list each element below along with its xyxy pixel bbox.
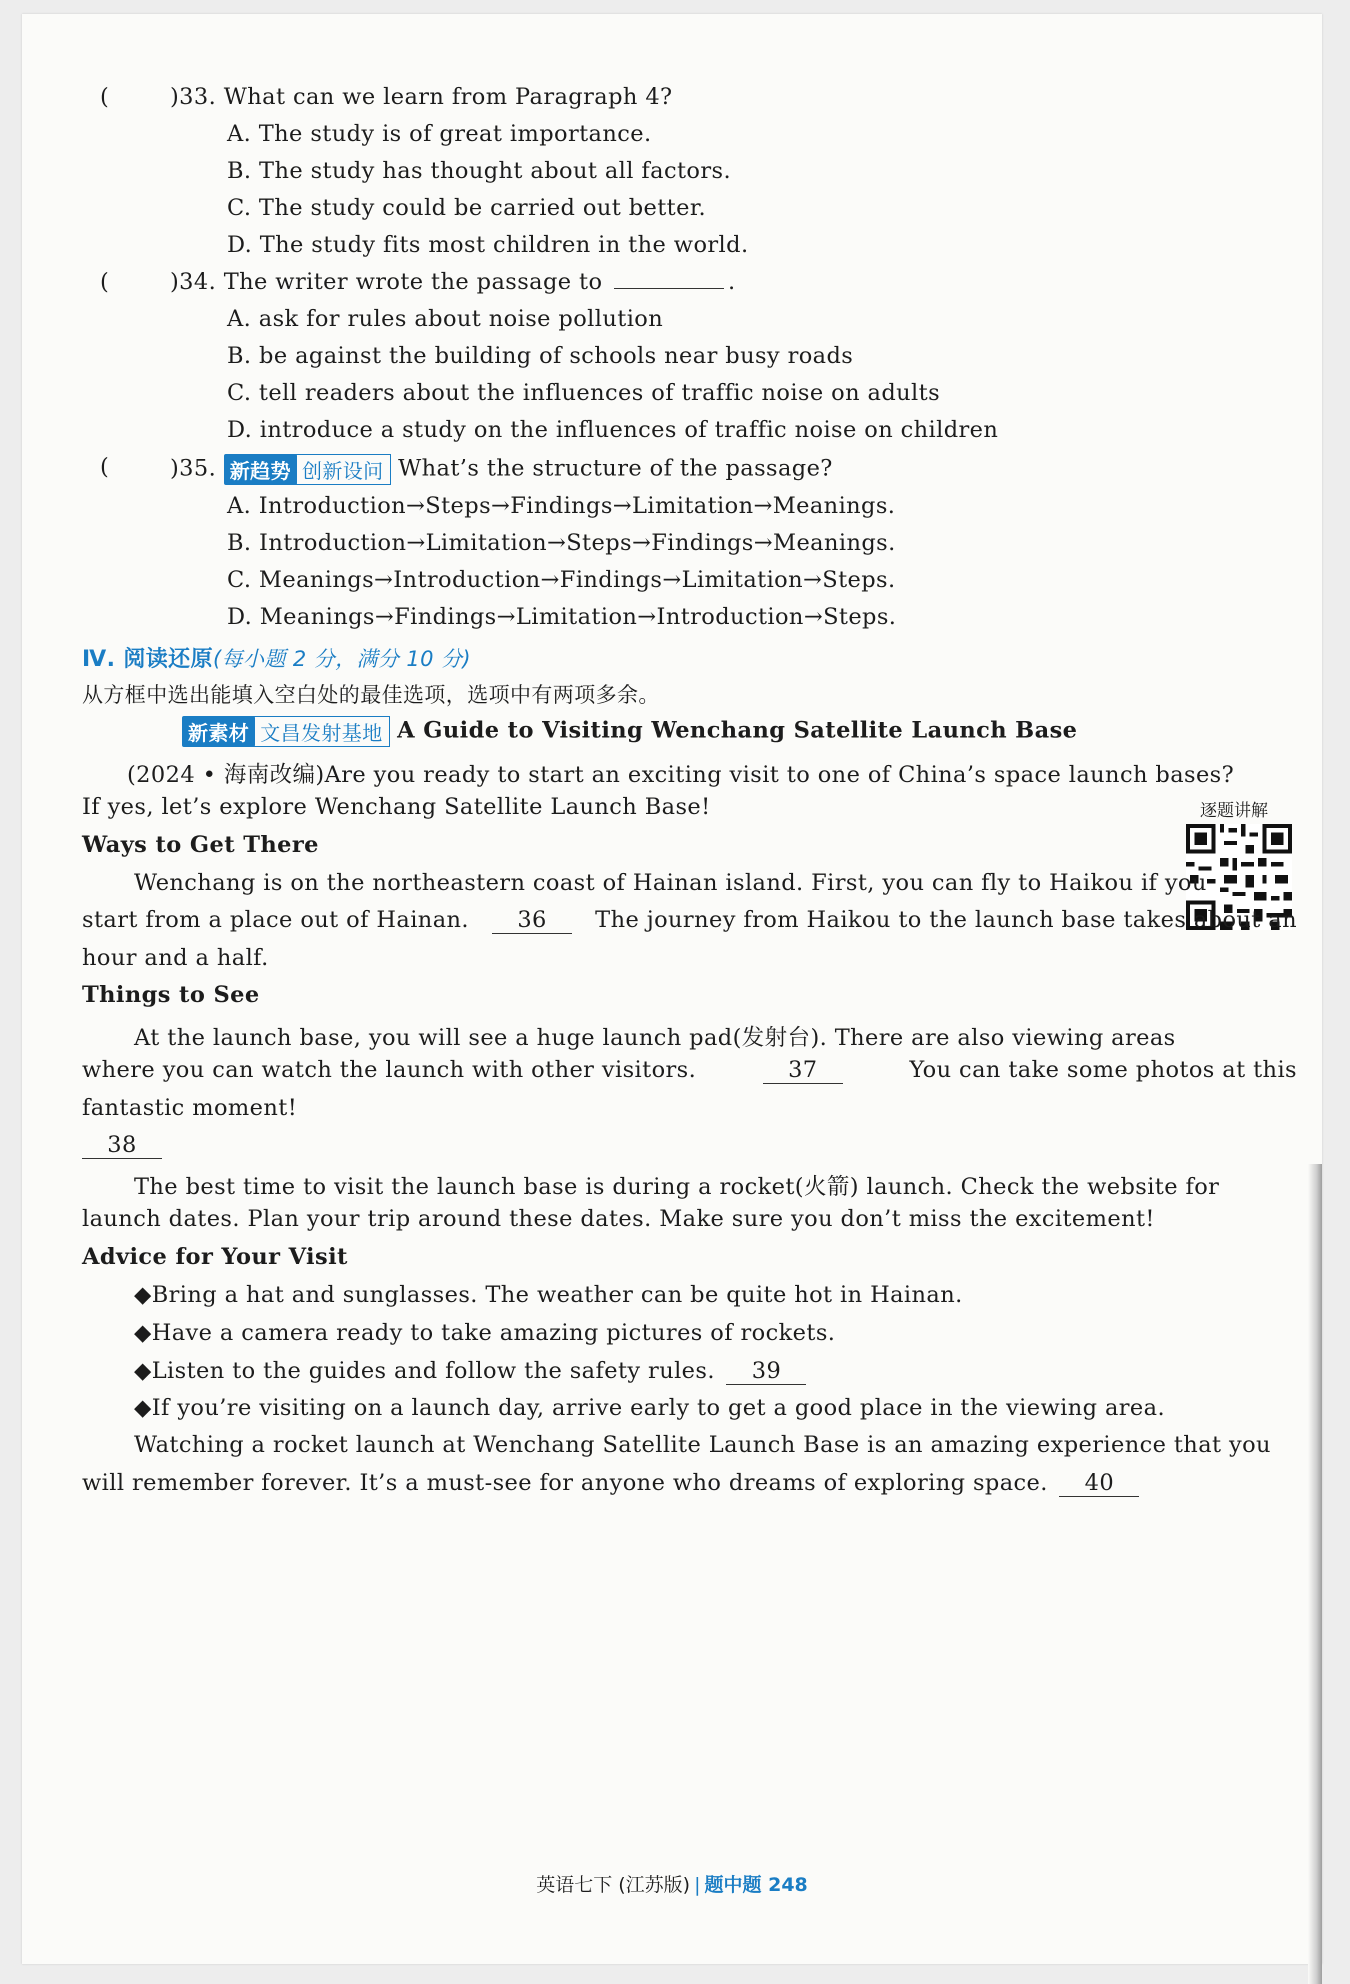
section-title: [82, 642, 471, 673]
passage-text: where you can watch the launch with other visitors.: [82, 1057, 697, 1083]
diamond-bullet-icon: ◆: [134, 1282, 152, 1308]
advice-text: If you’re visiting on a launch day, arrive early to get a good place in the viewing area.: [151, 1395, 1165, 1421]
question-stem: [170, 269, 736, 295]
question-text: What can we learn from Paragraph 4?: [223, 84, 673, 110]
answer-blank: [614, 287, 724, 289]
footer-separator: |: [694, 1874, 701, 1896]
diamond-bullet-icon: ◆: [134, 1395, 152, 1421]
passage-text: You can take some photos at this: [909, 1057, 1297, 1083]
advice-item: [134, 1320, 835, 1346]
advice-text: Listen to the guides and follow the safety rules.: [151, 1358, 715, 1384]
trend-tag: 新趋势: [224, 454, 297, 485]
question-text: The writer wrote the passage to: [223, 269, 603, 295]
advice-item: [134, 1282, 963, 1308]
paragraph-line: [127, 757, 1297, 789]
passage-text: Wenchang is on the northeastern coast of Hainan island. First, you can fly to Haikou if you: [134, 870, 1207, 896]
page-edge-shadow: [1308, 1164, 1322, 1984]
section-score-note: (每小题 2 分，满分 10 分): [213, 647, 471, 671]
material-tag: 新素材: [182, 716, 255, 747]
passage-title-row: [182, 716, 1077, 747]
option: C. The study could be carried out better.: [227, 195, 707, 221]
advice-item: [134, 1358, 810, 1385]
passage-text: At the launch base, you will see a huge launch pad(发射台). There are also viewing areas: [134, 1025, 1176, 1051]
paragraph-line: [82, 1057, 1297, 1084]
passage-text: fantastic moment!: [82, 1095, 298, 1121]
page-footer: [22, 1870, 1322, 1897]
blank-38-row: [82, 1132, 162, 1159]
passage-text: If yes, let’s explore Wenchang Satellite Launch Base!: [82, 794, 711, 820]
option: A. ask for rules about noise pollution: [227, 306, 664, 332]
trend-subtag: 创新设问: [295, 454, 391, 485]
passage-text: The best time to visit the launch base is during a rocket(火箭) launch. Check the website for: [134, 1174, 1220, 1200]
question-stem: [170, 454, 833, 485]
question-stem: [170, 84, 673, 110]
blank-40[interactable]: 40: [1059, 1470, 1139, 1497]
option: B. Introduction→Limitation→Steps→Findings→Meanings.: [227, 530, 896, 556]
question-text: What’s the structure of the passage?: [398, 455, 833, 482]
answer-paren: (: [100, 269, 110, 295]
blank-39[interactable]: 39: [726, 1358, 806, 1385]
passage-title: A Guide to Visiting Wenchang Satellite Launch Base: [397, 717, 1078, 744]
diamond-bullet-icon: ◆: [134, 1320, 152, 1346]
option: D. introduce a study on the influences of traffic noise on children: [227, 417, 999, 443]
question-text-end: .: [728, 269, 736, 295]
page: [22, 14, 1322, 1964]
passage-text: Watching a rocket launch at Wenchang Satellite Launch Base is an amazing experience that you: [134, 1432, 1271, 1458]
section-instruction: 从方框中选出能填入空白处的最佳选项，选项中有两项多余。: [82, 683, 660, 707]
subheading-ways: Ways to Get There: [82, 832, 319, 858]
option: B. be against the building of schools near busy roads: [227, 343, 854, 369]
advice-item: [134, 1395, 1165, 1421]
footer-book-title: 英语七下 (江苏版): [536, 1874, 691, 1896]
advice-text: Bring a hat and sunglasses. The weather can be quite hot in Hainan.: [151, 1282, 963, 1308]
blank-38[interactable]: 38: [82, 1132, 162, 1159]
option: D. Meanings→Findings→Limitation→Introduction→Steps.: [227, 604, 897, 630]
footer-page-number: 题中题 248: [704, 1874, 808, 1896]
section-title-text: Ⅳ. 阅读还原: [82, 647, 213, 672]
question-number: )33.: [170, 84, 217, 110]
question-number: )35.: [170, 455, 217, 482]
option: A. Introduction→Steps→Findings→Limitation→Meanings.: [227, 493, 896, 519]
blank-36[interactable]: 36: [492, 907, 572, 934]
option: D. The study fits most children in the world.: [227, 232, 749, 258]
passage-text: (2024 • 海南改编)Are you ready to start an exciting visit to one of China’s space launch bases?: [127, 762, 1235, 788]
qr-label: 逐题讲解: [1200, 801, 1268, 821]
passage-text: The journey from Haikou to the launch base takes about an: [595, 907, 1297, 933]
passage-text: launch dates. Plan your trip around these dates. Make sure you don’t miss the excitement!: [82, 1206, 1155, 1232]
subheading-advice: Advice for Your Visit: [82, 1244, 348, 1270]
advice-text: Have a camera ready to take amazing pictures of rockets.: [151, 1320, 836, 1346]
blank-37[interactable]: 37: [763, 1057, 843, 1084]
option: A. The study is of great importance.: [227, 121, 652, 147]
question-number: )34.: [170, 269, 217, 295]
material-subtag: 文昌发射基地: [253, 716, 389, 747]
diamond-bullet-icon: ◆: [134, 1358, 152, 1384]
passage-text: start from a place out of Hainan.: [82, 907, 469, 933]
answer-paren: (: [100, 454, 110, 480]
passage-text: hour and a half.: [82, 945, 269, 971]
passage-text: will remember forever. It’s a must-see for anyone who dreams of exploring space.: [82, 1470, 1048, 1496]
paragraph-line: [82, 1470, 1143, 1497]
option: C. Meanings→Introduction→Findings→Limitation→Steps.: [227, 567, 896, 593]
paragraph-line: [82, 907, 1297, 934]
subheading-things: Things to See: [82, 982, 260, 1008]
answer-paren: (: [100, 84, 110, 110]
option: C. tell readers about the influences of traffic noise on adults: [227, 380, 941, 406]
option: B. The study has thought about all factors.: [227, 158, 732, 184]
